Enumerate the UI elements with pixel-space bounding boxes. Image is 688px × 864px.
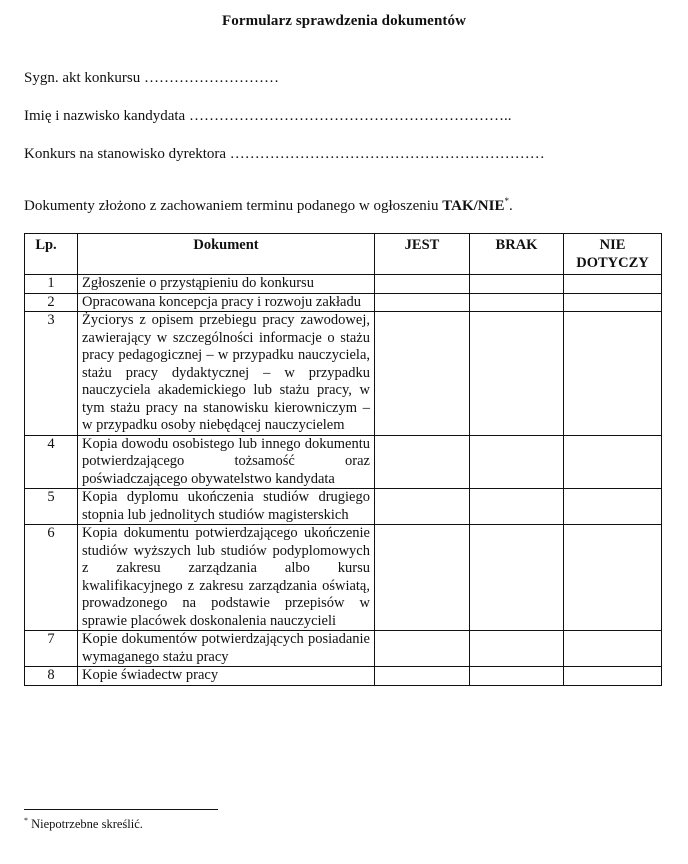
header-lp: Lp. [25,234,78,275]
brak-cell[interactable] [470,631,564,667]
brak-cell[interactable] [470,312,564,436]
document-name: Kopia dokumentu potwierdzającego ukończenie studiów wyższych lub studiów podyplomowych z zakresu zarządzania albo kursu kwalifikacyjnego z zakresu zarządzania oświatą, prowadzonego na podstawie przepisów w sprawie placówek doskonalenia nauczycieli [78,525,375,631]
row-number: 2 [25,293,78,312]
jest-cell[interactable] [375,631,470,667]
row-number: 4 [25,435,78,489]
document-name: Kopia dyplomu ukończenia studiów drugiego stopnia lub jednolitych studiów magisterskich [78,489,375,525]
candidate-name-blank[interactable]: ……………………………………………………….. [188,108,512,124]
row-number: 8 [25,667,78,686]
nie-dotyczy-cell[interactable] [564,525,662,631]
jest-cell[interactable] [375,667,470,686]
deadline-statement-end: . [508,198,513,214]
nie-dotyczy-cell[interactable] [564,667,662,686]
document-name: Kopie świadectw pracy [78,667,375,686]
candidate-name-label: Imię i nazwisko kandydata [24,108,186,124]
footnote-text: Niepotrzebne skreślić. [28,817,143,831]
brak-cell[interactable] [470,525,564,631]
position-field [24,146,545,163]
document-name: Opracowana koncepcja pracy i rozwoju zakładu [78,293,375,312]
header-document: Dokument [78,234,375,275]
brak-cell[interactable] [470,667,564,686]
header-jest: JEST [375,234,470,275]
brak-cell[interactable] [470,293,564,312]
jest-cell[interactable] [375,293,470,312]
document-name: Kopie dokumentów potwierdzających posiadanie wymaganego stażu pracy [78,631,375,667]
form-title: Formularz sprawdzenia dokumentów [221,13,467,29]
table-row [25,312,662,436]
jest-cell[interactable] [375,435,470,489]
table-row [25,275,662,294]
position-label: Konkurs na stanowisko dyrektora [24,146,227,162]
table-row [25,525,662,631]
table-header-row [25,234,662,275]
brak-cell[interactable] [470,435,564,489]
brak-cell[interactable] [470,489,564,525]
row-number: 1 [25,275,78,294]
jest-cell[interactable] [375,312,470,436]
position-blank[interactable]: ……………………………………………………… [229,146,545,162]
candidate-name-field [24,108,511,125]
jest-cell[interactable] [375,525,470,631]
deadline-statement-text: Dokumenty złożono z zachowaniem terminu podanego w ogłoszeniu [24,198,443,214]
tak-nie-choice[interactable]: TAK/NIE [442,198,505,214]
table-row [25,489,662,525]
jest-cell[interactable] [375,275,470,294]
brak-cell[interactable] [470,275,564,294]
row-number: 3 [25,312,78,436]
table-row [25,293,662,312]
deadline-statement [24,198,513,215]
footnote-symbol: * [24,816,28,825]
footnote [24,817,143,832]
documents-table [24,233,662,686]
document-name: Zgłoszenie o przystąpieniu do konkursu [78,275,375,294]
footnote-divider [24,809,218,810]
row-number: 5 [25,489,78,525]
nie-dotyczy-cell[interactable] [564,293,662,312]
header-brak: BRAK [470,234,564,275]
row-number: 7 [25,631,78,667]
jest-cell[interactable] [375,489,470,525]
table-row [25,631,662,667]
table-row [25,435,662,489]
document-name: Życiorys z opisem przebiegu pracy zawodowej, zawierający w szczególności informacje o stażu pracy pedagogicznej – w przypadku nauczyciela, stażu pracy dydaktycznej – w przypadku nauczyciela akademickiego lub stażu pracy, w tym stażu pracy na stanowisku kierowniczym – w przypadku osoby niebędącej nauczycielem [78,312,375,436]
nie-dotyczy-cell[interactable] [564,275,662,294]
footnote-marker: * [504,196,509,206]
case-number-label: Sygn. akt konkursu [24,70,141,86]
nie-dotyczy-cell[interactable] [564,489,662,525]
nie-dotyczy-cell[interactable] [564,312,662,436]
row-number: 6 [25,525,78,631]
document-name: Kopia dowodu osobistego lub innego dokumentu potwierdzającego tożsamość oraz poświadczającego obywatelstwo kandydata [78,435,375,489]
table-row [25,667,662,686]
nie-dotyczy-cell[interactable] [564,631,662,667]
nie-dotyczy-cell[interactable] [564,435,662,489]
case-number-field [24,70,279,87]
header-nie-dotyczy: NIE DOTYCZY [564,234,662,275]
case-number-blank[interactable]: ……………………… [144,70,279,86]
